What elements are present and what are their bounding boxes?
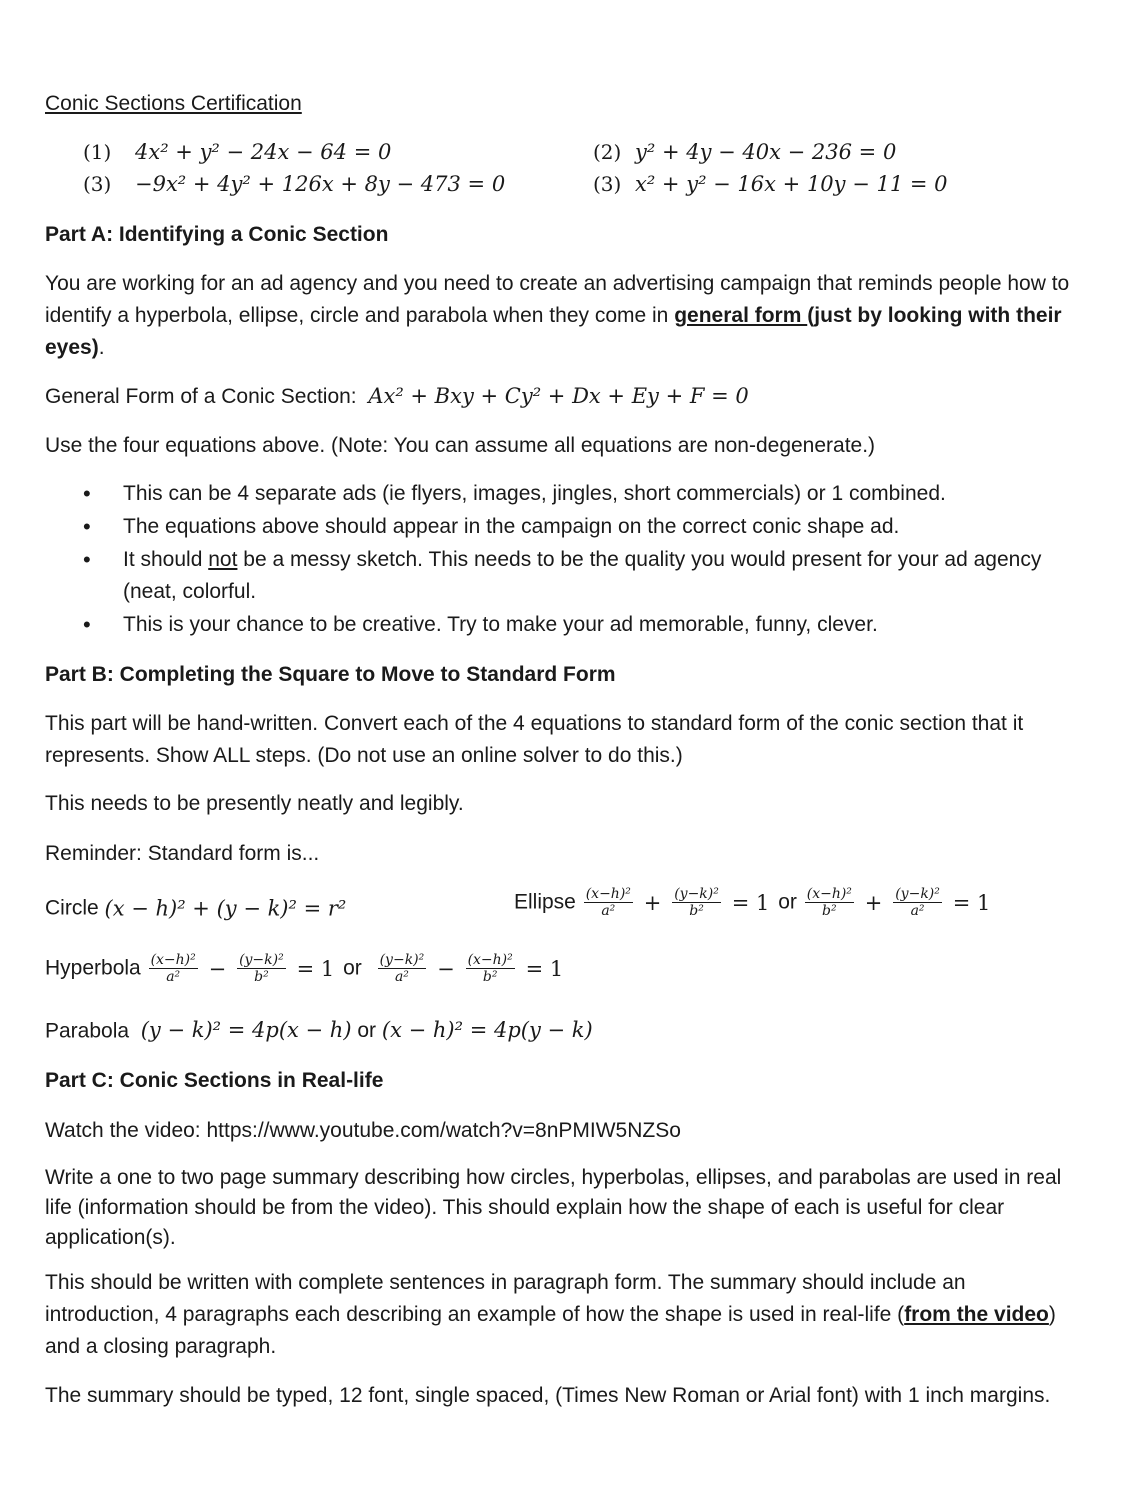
summary-format: The summary should be typed, 12 font, single spaced, (Times New Roman or Arial font) with 1 inch margins. (45, 1384, 1051, 1407)
list-item (45, 609, 1045, 641)
requirements-list (45, 478, 1045, 642)
fraction-numerator: (y−k)² (895, 886, 940, 902)
equals-one: = 1 (296, 956, 335, 981)
bullet-text: The equations above should appear in the campaign on the correct conic shape ad. (123, 515, 900, 538)
fraction-denominator: a² (394, 969, 409, 985)
summary-description: Write a one to two page summary describing how circles, hyperbolas, ellipses, and parabolas are used in real life (information should be from the video). This should explain how the shape of each is useful for clear application(s). (45, 1166, 1062, 1249)
hyperbola-fraction (466, 952, 515, 985)
hyperbola-fraction (149, 952, 198, 985)
hyperbola-fraction (378, 952, 427, 985)
parabola-equation-2: (x − h)² = 4p(y − k) (381, 1018, 593, 1042)
parabola-label: Parabola (45, 1019, 130, 1043)
circle-standard-form (45, 896, 346, 920)
fraction-denominator: b² (689, 903, 704, 919)
fraction-numerator: (y−k)² (674, 886, 719, 902)
fraction-denominator: a² (601, 903, 616, 919)
part-b-instructions: This part will be hand-written. Convert each of the 4 equations to standard form of the conic section that it represents. Show ALL steps. (Do not use an online solver to do this.) (45, 712, 1024, 767)
ellipse-fraction (805, 886, 854, 919)
bullet-underlined-not: not (208, 548, 238, 571)
circle-equation: (x − h)² + (y − k)² = r² (104, 896, 347, 921)
part-a-heading: Part A: Identifying a Conic Section (45, 223, 389, 246)
equation-2 (593, 140, 896, 165)
fraction-denominator: a² (910, 903, 925, 919)
fraction-numerator: (y−k)² (379, 952, 425, 968)
equation-2-text: y² + 4y − 40x − 236 = 0 (635, 140, 897, 164)
general-form-equation: Ax² + Bxy + Cy² + Dx + Ey + F = 0 (368, 384, 749, 408)
equation-4-number: (3) (593, 172, 622, 196)
video-link-line: Watch the video: https://www.youtube.com/watch?v=8nPMIW5NZSo (45, 1119, 681, 1142)
summary-structure-text: This should be written with complete sentences in paragraph form. The summary should include an introduction, 4 paragraphs each describing an example of how the shape is used in real-life ( (45, 1271, 966, 1326)
part-a-intro-general-form: general form (674, 304, 808, 327)
equation-4-text: x² + y² − 16x + 10y − 11 = 0 (635, 172, 948, 196)
part-b-neatness: This needs to be presently neatly and legibly. (45, 792, 464, 815)
fraction-numerator: (x−h)² (585, 886, 631, 902)
ellipse-label: Ellipse (514, 890, 576, 914)
equation-1 (83, 140, 391, 165)
from-the-video-emphasis: from the video (904, 1303, 1049, 1326)
parabola-equation-1: (y − k)² = 4p(x − h) (140, 1018, 352, 1042)
equals-one: = 1 (731, 890, 770, 915)
circle-label: Circle (45, 896, 99, 920)
equals-one: = 1 (952, 890, 991, 915)
fraction-denominator: b² (254, 969, 269, 985)
fraction-denominator: a² (166, 969, 181, 985)
part-a-intro-text: You are working for an ad agency and you need to create an advertising campaign that reminds people how to identify a hyperbola, ellipse, circle and parabola when they come in (45, 272, 1070, 327)
plus-sign: + (643, 890, 662, 915)
list-item (45, 478, 1045, 510)
or-text: or (357, 1019, 377, 1042)
general-form-label: General Form of a Conic Section: (45, 385, 357, 408)
fraction-denominator: b² (822, 903, 837, 919)
or-text: or (778, 890, 797, 914)
bullet-text: This is your chance to be creative. Try to make your ad memorable, funny, clever. (123, 613, 878, 636)
ellipse-fraction (584, 886, 633, 919)
part-c-heading: Part C: Conic Sections in Real-life (45, 1069, 384, 1092)
fraction-numerator: (x−h)² (150, 952, 196, 968)
equation-3 (83, 172, 505, 197)
ellipse-fraction (672, 886, 721, 919)
fraction-numerator: (y−k)² (239, 952, 284, 968)
fraction-denominator: b² (482, 969, 498, 985)
equation-3-text: −9x² + 4y² + 126x + 8y − 473 = 0 (135, 172, 506, 196)
minus-sign: − (437, 956, 455, 981)
document-title: Conic Sections Certification (45, 92, 302, 115)
part-b-reminder: Reminder: Standard form is... (45, 842, 320, 865)
list-item (45, 511, 1045, 543)
part-b-heading: Part B: Completing the Square to Move to Standard Form (45, 663, 616, 686)
list-item (45, 544, 1045, 608)
equation-3-number: (3) (83, 172, 112, 196)
equals-one: = 1 (525, 956, 564, 981)
hyperbola-fraction (237, 952, 286, 985)
summary-structure (45, 1267, 1070, 1363)
part-a-intro-end: . (98, 336, 105, 359)
parabola-standard-form (45, 1018, 593, 1043)
bullet-text: It should (123, 548, 209, 571)
use-equations-note: Use the four equations above. (Note: You can assume all equations are non-degenerate.) (45, 434, 876, 457)
part-a-intro-eyes: (just by looking with their eyes) (45, 304, 1062, 359)
equation-4 (593, 172, 948, 197)
ellipse-standard-form (514, 886, 993, 919)
equation-1-number: (1) (83, 140, 112, 164)
part-a-intro (45, 268, 1070, 364)
summary-structure-end: ) and a closing paragraph. (45, 1303, 1056, 1358)
ellipse-fraction (893, 886, 942, 919)
minus-sign: − (208, 956, 227, 981)
hyperbola-label: Hyperbola (45, 956, 141, 980)
general-form-line (45, 380, 1070, 413)
fraction-numerator: (x−h)² (806, 886, 852, 902)
equation-1-text: 4x² + y² − 24x − 64 = 0 (135, 140, 392, 164)
equation-2-number: (2) (593, 140, 622, 164)
hyperbola-standard-form (45, 952, 566, 985)
bullet-text: This can be 4 separate ads (ie flyers, images, jingles, short commercials) or 1 combined. (123, 482, 946, 505)
fraction-numerator: (x−h)² (467, 952, 513, 968)
or-text: or (343, 956, 362, 980)
plus-sign: + (864, 890, 883, 915)
bullet-text: be a messy sketch. This needs to be the quality you would present for your ad agency (neat, colorful. (123, 548, 1042, 603)
